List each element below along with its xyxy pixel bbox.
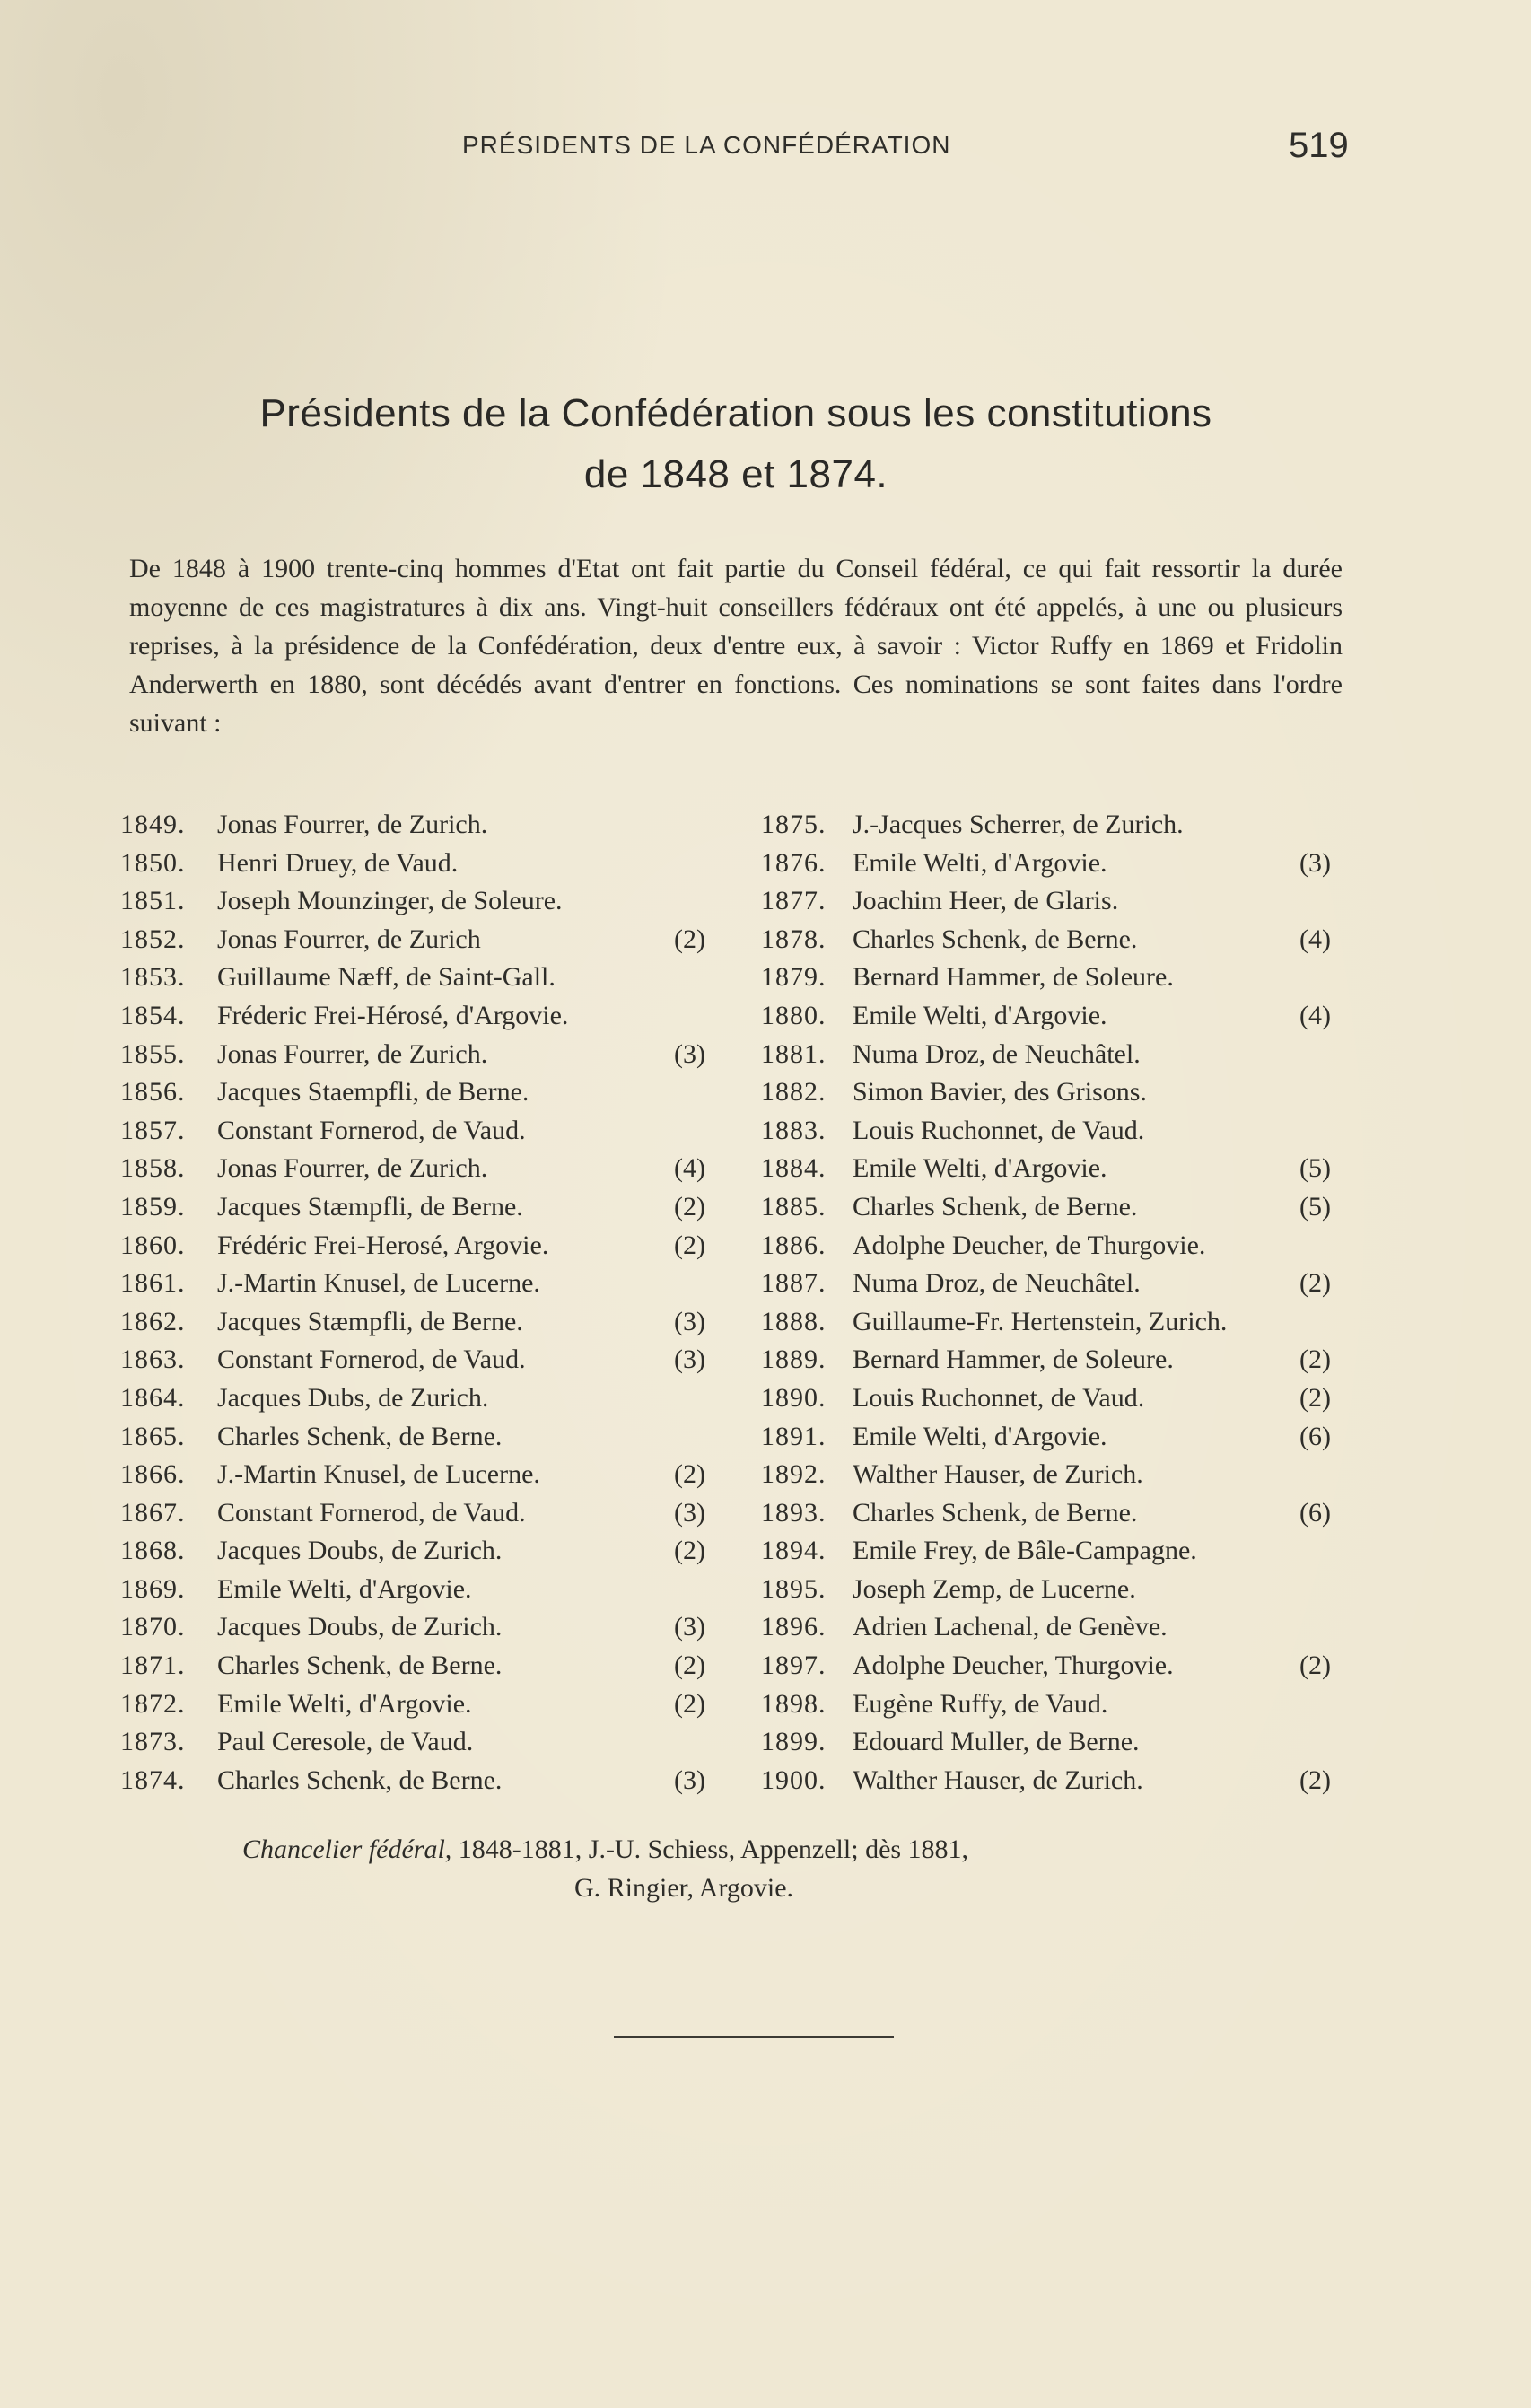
entry-name: Simon Bavier, des Grisons. [853, 1077, 1147, 1108]
entry-year: 1877. [761, 886, 827, 916]
chancellor-note [242, 1830, 1274, 1907]
entry-name: Constant Fornerod, de Vaud. [217, 1344, 526, 1375]
entry-year: 1849. [120, 810, 186, 839]
entry-term-count: (2) [674, 1651, 705, 1681]
entry-year: 1856. [120, 1077, 186, 1108]
entry-year: 1851. [120, 886, 186, 916]
president-entry [120, 1532, 713, 1571]
entry-year: 1899. [761, 1727, 827, 1757]
president-entry [761, 1073, 1353, 1112]
entry-year: 1863. [120, 1344, 186, 1375]
entry-term-count: (2) [1299, 1268, 1331, 1299]
presidents-list-right [761, 806, 1353, 1799]
entry-year: 1887. [761, 1268, 827, 1299]
entry-term-count: (2) [674, 1230, 705, 1260]
entry-name: Emile Welti, d'Argovie. [853, 1000, 1107, 1030]
entry-name: Walther Hauser, de Zurich. [853, 1764, 1143, 1795]
entry-term-count: (2) [1299, 1344, 1331, 1375]
entry-year: 1872. [120, 1688, 186, 1719]
entry-year: 1866. [120, 1459, 186, 1490]
entry-name: Louis Ruchonnet, de Vaud. [853, 1382, 1145, 1413]
president-entry [761, 997, 1353, 1036]
entry-term-count: (3) [674, 1612, 705, 1642]
entry-term-count: (4) [1299, 1000, 1331, 1030]
president-entry [120, 1571, 713, 1609]
entry-year: 1879. [761, 962, 827, 993]
entry-name: Jacques Stæmpfli, de Berne. [217, 1191, 523, 1222]
section-divider [614, 2036, 894, 2038]
president-entry [120, 1418, 713, 1457]
president-entry [120, 1227, 713, 1265]
entry-name: Emile Welti, d'Argovie. [217, 1688, 472, 1719]
president-entry [761, 1036, 1353, 1074]
entry-name: Joseph Zemp, de Lucerne. [853, 1573, 1136, 1604]
chancellor-label: Chancelier fédéral, [242, 1834, 452, 1864]
entry-name: Jacques Dubs, de Zurich. [217, 1382, 489, 1413]
entry-name: Walther Hauser, de Zurich. [853, 1459, 1143, 1490]
entry-name: Edouard Muller, de Berne. [853, 1727, 1140, 1757]
entry-name: Joseph Mounzinger, de Soleure. [217, 886, 563, 916]
entry-year: 1888. [761, 1306, 827, 1336]
entry-year: 1865. [120, 1421, 186, 1451]
president-entry [761, 1379, 1353, 1418]
entry-year: 1894. [761, 1536, 827, 1566]
entry-term-count: (2) [1299, 1382, 1331, 1413]
president-entry [120, 806, 713, 845]
entry-name: Jacques Staempfli, de Berne. [217, 1077, 529, 1108]
entry-year: 1883. [761, 1115, 827, 1145]
entry-year: 1880. [761, 1000, 827, 1030]
entry-year: 1873. [120, 1727, 186, 1757]
presidents-list-left [120, 806, 713, 1799]
entry-name: Louis Ruchonnet, de Vaud. [853, 1115, 1145, 1145]
president-entry [120, 1150, 713, 1188]
entry-term-count: (3) [1299, 847, 1331, 878]
entry-year: 1854. [120, 1000, 186, 1030]
entry-year: 1897. [761, 1651, 827, 1681]
entry-year: 1896. [761, 1612, 827, 1642]
entry-year: 1892. [761, 1459, 827, 1490]
entry-name: Charles Schenk, de Berne. [853, 1191, 1138, 1222]
president-entry [120, 997, 713, 1036]
president-entry [120, 1303, 713, 1342]
president-entry [761, 1647, 1353, 1686]
entry-name: Charles Schenk, de Berne. [217, 1421, 503, 1451]
president-entry [120, 1265, 713, 1303]
president-entry [761, 806, 1353, 845]
entry-year: 1859. [120, 1191, 186, 1222]
entry-year: 1881. [761, 1038, 827, 1069]
page-number: 519 [1289, 126, 1349, 165]
entry-year: 1886. [761, 1230, 827, 1260]
president-entry [761, 1418, 1353, 1457]
entry-year: 1878. [761, 924, 827, 954]
president-entry [120, 1494, 713, 1533]
entry-term-count: (6) [1299, 1497, 1331, 1528]
entry-name: Frédéric Frei-Herosé, Argovie. [217, 1230, 549, 1260]
president-entry [120, 1723, 713, 1762]
entry-name: J.-Jacques Scherrer, de Zurich. [853, 810, 1184, 839]
president-entry [761, 1227, 1353, 1265]
entry-term-count: (4) [1299, 924, 1331, 954]
entry-year: 1853. [120, 962, 186, 993]
president-entry [761, 1686, 1353, 1724]
entry-term-count: (2) [674, 1688, 705, 1719]
entry-name: Emile Frey, de Bâle-Campagne. [853, 1536, 1197, 1566]
entry-name: Jonas Fourrer, de Zurich. [217, 810, 488, 839]
president-entry [761, 959, 1353, 997]
entry-year: 1884. [761, 1153, 827, 1184]
entry-name: Paul Ceresole, de Vaud. [217, 1727, 474, 1757]
entry-year: 1869. [120, 1573, 186, 1604]
president-entry [120, 1188, 713, 1227]
entry-name: Bernard Hammer, de Soleure. [853, 1344, 1174, 1375]
entry-name: Jonas Fourrer, de Zurich. [217, 1038, 488, 1069]
president-entry [120, 1456, 713, 1494]
entry-name: Jacques Doubs, de Zurich. [217, 1612, 503, 1642]
entry-term-count: (3) [674, 1306, 705, 1336]
entry-year: 1889. [761, 1344, 827, 1375]
entry-year: 1876. [761, 847, 827, 878]
president-entry [761, 882, 1353, 921]
entry-term-count: (4) [674, 1153, 705, 1184]
chancellor-line-1-text: 1848-1881, J.-U. Schiess, Appenzell; dès 1881, [451, 1834, 969, 1864]
entry-name: Emile Welti, d'Argovie. [217, 1573, 472, 1604]
running-head: PRÉSIDENTS DE LA CONFÉDÉRATION [462, 131, 951, 159]
president-entry [120, 1608, 713, 1647]
president-entry [761, 1723, 1353, 1762]
entry-name: Emile Welti, d'Argovie. [853, 1421, 1107, 1451]
president-entry [120, 959, 713, 997]
entry-name: Henri Druey, de Vaud. [217, 847, 459, 878]
entry-year: 1893. [761, 1497, 827, 1528]
entry-name: Constant Fornerod, de Vaud. [217, 1497, 526, 1528]
president-entry [761, 1341, 1353, 1379]
entry-year: 1895. [761, 1573, 827, 1604]
entry-year: 1871. [120, 1651, 186, 1681]
entry-year: 1868. [120, 1536, 186, 1566]
entry-term-count: (2) [674, 1536, 705, 1566]
entry-name: Bernard Hammer, de Soleure. [853, 962, 1174, 993]
entry-year: 1852. [120, 924, 186, 954]
president-entry [120, 1073, 713, 1112]
entry-term-count: (6) [1299, 1421, 1331, 1451]
entry-year: 1862. [120, 1306, 186, 1336]
entry-year: 1855. [120, 1038, 186, 1069]
president-entry [761, 1150, 1353, 1188]
president-entry [761, 1532, 1353, 1571]
president-entry [120, 845, 713, 883]
entry-year: 1882. [761, 1077, 827, 1108]
president-entry [761, 1265, 1353, 1303]
entry-term-count: (2) [674, 1459, 705, 1490]
entry-term-count: (2) [1299, 1764, 1331, 1795]
president-entry [120, 1341, 713, 1379]
entry-name: Charles Schenk, de Berne. [217, 1764, 503, 1795]
entry-term-count: (5) [1299, 1153, 1331, 1184]
entry-name: Jonas Fourrer, de Zurich. [217, 1153, 488, 1184]
entry-term-count: (3) [674, 1038, 705, 1069]
entry-year: 1861. [120, 1268, 186, 1299]
president-entry [761, 1303, 1353, 1342]
entry-name: Guillaume-Fr. Hertenstein, Zurich. [853, 1306, 1228, 1336]
entry-year: 1890. [761, 1382, 827, 1413]
entry-name: Adolphe Deucher, Thurgovie. [853, 1651, 1174, 1681]
entry-name: Charles Schenk, de Berne. [853, 924, 1138, 954]
entry-name: Fréderic Frei-Hérosé, d'Argovie. [217, 1000, 569, 1030]
entry-term-count: (3) [674, 1344, 705, 1375]
entry-term-count: (2) [1299, 1651, 1331, 1681]
entry-year: 1891. [761, 1421, 827, 1451]
page-title-line-1: Présidents de la Confédération sous les constitutions [259, 391, 1212, 435]
entry-year: 1870. [120, 1612, 186, 1642]
president-entry [120, 1112, 713, 1151]
entry-name: Emile Welti, d'Argovie. [853, 847, 1107, 878]
entry-year: 1867. [120, 1497, 186, 1528]
entry-year: 1875. [761, 810, 827, 839]
entry-name: Jacques Stæmpfli, de Berne. [217, 1306, 523, 1336]
chancellor-line-1 [242, 1830, 1274, 1869]
president-entry [761, 921, 1353, 959]
entry-year: 1850. [120, 847, 186, 878]
entry-name: Adolphe Deucher, de Thurgovie. [853, 1230, 1206, 1260]
president-entry [761, 1456, 1353, 1494]
entry-year: 1860. [120, 1230, 186, 1260]
president-entry [761, 1571, 1353, 1609]
entry-name: Constant Fornerod, de Vaud. [217, 1115, 526, 1145]
chancellor-line-2: G. Ringier, Argovie. [574, 1873, 794, 1903]
entry-name: Charles Schenk, de Berne. [853, 1497, 1138, 1528]
entry-name: Emile Welti, d'Argovie. [853, 1153, 1107, 1184]
entry-term-count: (3) [674, 1764, 705, 1795]
entry-year: 1898. [761, 1688, 827, 1719]
president-entry [120, 1036, 713, 1074]
intro-paragraph: De 1848 à 1900 trente-cinq hommes d'Etat ont fait partie du Conseil fédéral, ce qui fait ressortir la durée moyenne de ces magistratures à dix ans. Vingt-huit conseillers fédéraux ont été appelés, à une ou plusieurs reprises, à la présidence de la Confédération, deux d'entre eux, à savoir : Victor Ruffy en 1869 et Fridolin Anderwerth en 1880, sont décédés avant d'entrer en fonctions. Ces nominations se sont faites dans l'ordre suivant : [129, 554, 1343, 738]
entry-name: J.-Martin Knusel, de Lucerne. [217, 1459, 540, 1490]
page-title-line-2: de 1848 et 1874. [583, 452, 888, 496]
entry-name: Jacques Doubs, de Zurich. [217, 1536, 503, 1566]
entry-name: Jonas Fourrer, de Zurich [217, 924, 481, 954]
entry-name: J.-Martin Knusel, de Lucerne. [217, 1268, 540, 1299]
entry-term-count: (2) [674, 924, 705, 954]
president-entry [120, 1647, 713, 1686]
president-entry [120, 1379, 713, 1418]
entry-year: 1900. [761, 1764, 827, 1795]
president-entry [120, 882, 713, 921]
president-entry [761, 1494, 1353, 1533]
president-entry [761, 1608, 1353, 1647]
president-entry [761, 1762, 1353, 1800]
entry-term-count: (2) [674, 1191, 705, 1222]
entry-name: Numa Droz, de Neuchâtel. [853, 1268, 1141, 1299]
entry-year: 1864. [120, 1382, 186, 1413]
entry-year: 1874. [120, 1764, 186, 1795]
entry-name: Numa Droz, de Neuchâtel. [853, 1038, 1141, 1069]
president-entry [761, 1188, 1353, 1227]
entry-year: 1857. [120, 1115, 186, 1145]
entry-name: Eugène Ruffy, de Vaud. [853, 1688, 1108, 1719]
entry-term-count: (3) [674, 1497, 705, 1528]
entry-name: Charles Schenk, de Berne. [217, 1651, 503, 1681]
entry-year: 1858. [120, 1153, 186, 1184]
president-entry [120, 1762, 713, 1800]
president-entry [761, 845, 1353, 883]
entry-name: Joachim Heer, de Glaris. [853, 886, 1119, 916]
entry-term-count: (5) [1299, 1191, 1331, 1222]
president-entry [120, 1686, 713, 1724]
president-entry [120, 921, 713, 959]
president-entry [761, 1112, 1353, 1151]
entry-year: 1885. [761, 1191, 827, 1222]
entry-name: Adrien Lachenal, de Genève. [853, 1612, 1168, 1642]
entry-name: Guillaume Næff, de Saint-Gall. [217, 962, 556, 993]
